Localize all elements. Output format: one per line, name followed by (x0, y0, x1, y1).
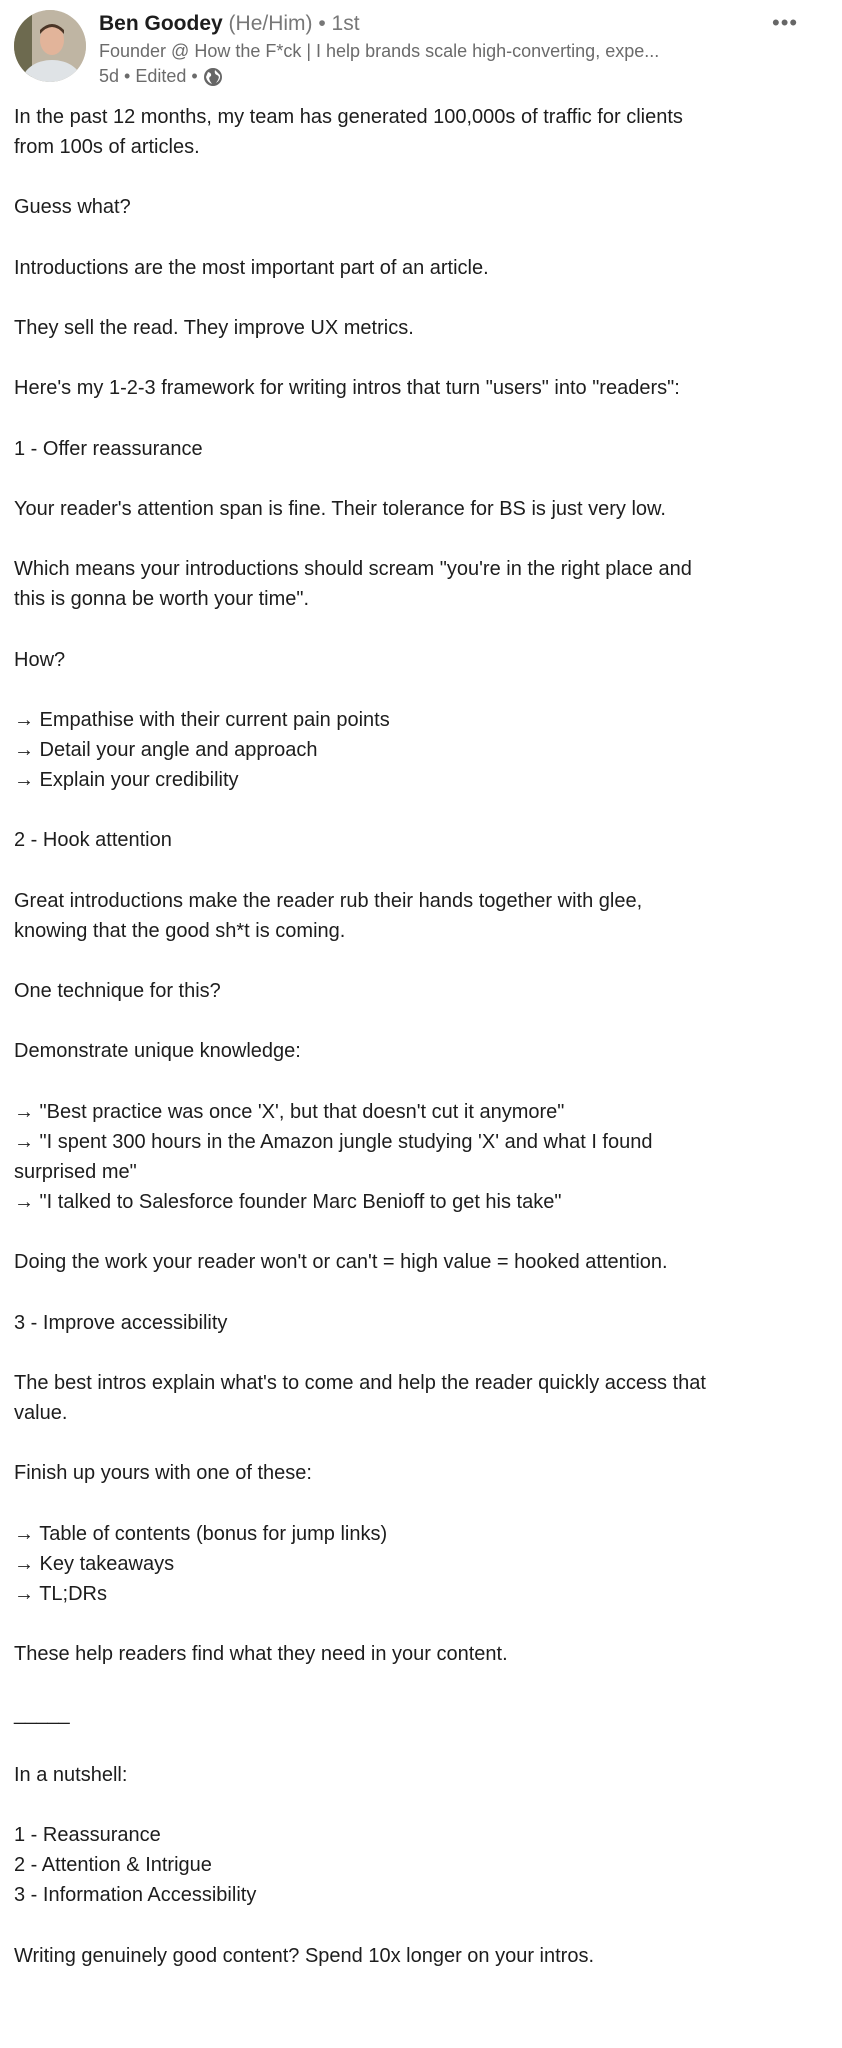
post-text-line: Which means your introductions should scream "you're in the right place and (14, 558, 692, 581)
post-text-line: Guess what? (14, 196, 131, 219)
post-text-line: They sell the read. They improve UX metrics. (14, 316, 414, 339)
post-text-line: These help readers find what they need in your content. (14, 1643, 508, 1666)
post-text-line: How? (14, 648, 66, 671)
post-text-line: 1 - Offer reassurance (14, 437, 203, 460)
post-text-line: Your reader's attention span is fine. Their tolerance for BS is just very low. (14, 497, 666, 520)
edited-label: • Edited • (124, 66, 198, 86)
post-text-line: Demonstrate unique knowledge: (14, 1040, 301, 1063)
post-text-line: 3 - Information Accessibility (14, 1884, 257, 1907)
post-text-line: → Detail your angle and approach (14, 738, 318, 761)
author-pronouns: (He/Him) (228, 12, 313, 35)
post-text-line: surprised me" (14, 1160, 137, 1183)
post-text-line: 3 - Improve accessibility (14, 1311, 228, 1334)
post-text-line: knowing that the good sh*t is coming. (14, 919, 346, 942)
blank-line (14, 1006, 706, 1036)
post-text-line: Finish up yours with one of these: (14, 1462, 312, 1485)
post-text-line: In a nutshell: (14, 1763, 128, 1786)
post-text-line: Great introductions make the reader rub their hands together with glee, (14, 889, 643, 912)
blank-line (14, 1338, 706, 1368)
blank-line (14, 1730, 706, 1760)
post-text-line: this is gonna be worth your time". (14, 588, 310, 611)
post-text-line: → Empathise with their current pain points (14, 708, 390, 731)
post-text-line: One technique for this? (14, 980, 221, 1003)
blank-line (14, 464, 706, 494)
avatar-photo (14, 10, 86, 82)
post-text-line: from 100s of articles. (14, 136, 200, 159)
blank-line (14, 946, 706, 976)
blank-line (14, 223, 706, 253)
blank-line (14, 1669, 706, 1699)
blank-line (14, 614, 706, 644)
post-text-line: → Table of contents (bonus for jump links) (14, 1522, 388, 1545)
blank-line (14, 162, 706, 192)
post-text-line: Doing the work your reader won't or can't = high value = hooked attention. (14, 1251, 668, 1274)
post-text-line: → "Best practice was once 'X', but that doesn't cut it anymore" (14, 1100, 565, 1123)
post-body (14, 102, 706, 1971)
blank-line (14, 1488, 706, 1518)
blank-line (14, 1910, 706, 1940)
blank-line (14, 1277, 706, 1307)
blank-line (14, 1609, 706, 1639)
post-text-line: → "I talked to Salesforce founder Marc Benioff to get his take" (14, 1191, 562, 1214)
blank-line (14, 1428, 706, 1458)
blank-line (14, 283, 706, 313)
blank-line (14, 675, 706, 705)
post-text-line: → Key takeaways (14, 1552, 175, 1575)
author-headline: Founder @ How the F*ck | I help brands scale high-converting, expe... (99, 41, 660, 61)
post-text-line: Introductions are the most important part of an article. (14, 256, 489, 279)
post-text-line: → "I spent 300 hours in the Amazon jungle studying 'X' and what I found (14, 1130, 653, 1153)
author-name-row (99, 12, 360, 36)
post-meta (99, 66, 223, 87)
globe-icon (203, 67, 223, 87)
post-text-line: 1 - Reassurance (14, 1824, 161, 1847)
blank-line (14, 403, 706, 433)
author-name[interactable]: Ben Goodey (99, 12, 223, 35)
blank-line (14, 856, 706, 886)
post-text-line: 2 - Hook attention (14, 829, 172, 852)
post-text-line: → Explain your credibility (14, 769, 239, 792)
blank-line (14, 795, 706, 825)
post-text-line: 2 - Attention & Intrigue (14, 1854, 212, 1877)
blank-line (14, 1067, 706, 1097)
post-time: 5d (99, 66, 120, 86)
post-text-line: Here's my 1-2-3 framework for writing intros that turn "users" into "readers": (14, 377, 680, 400)
blank-line (14, 524, 706, 554)
post-text-line: → TL;DRs (14, 1582, 107, 1605)
blank-line (14, 1217, 706, 1247)
post-text-line: value. (14, 1402, 68, 1425)
post-text-line: In the past 12 months, my team has generated 100,000s of traffic for clients (14, 106, 683, 128)
post-text-line: The best intros explain what's to come and help the reader quickly access that (14, 1371, 706, 1394)
blank-line (14, 343, 706, 373)
more-options-button[interactable]: ••• (772, 10, 799, 35)
author-avatar[interactable] (14, 10, 86, 82)
post-text-line: Writing genuinely good content? Spend 10x longer on your intros. (14, 1944, 595, 1967)
connection-degree: • 1st (318, 12, 360, 35)
blank-line (14, 1790, 706, 1820)
divider-line: _____ (14, 1703, 70, 1726)
